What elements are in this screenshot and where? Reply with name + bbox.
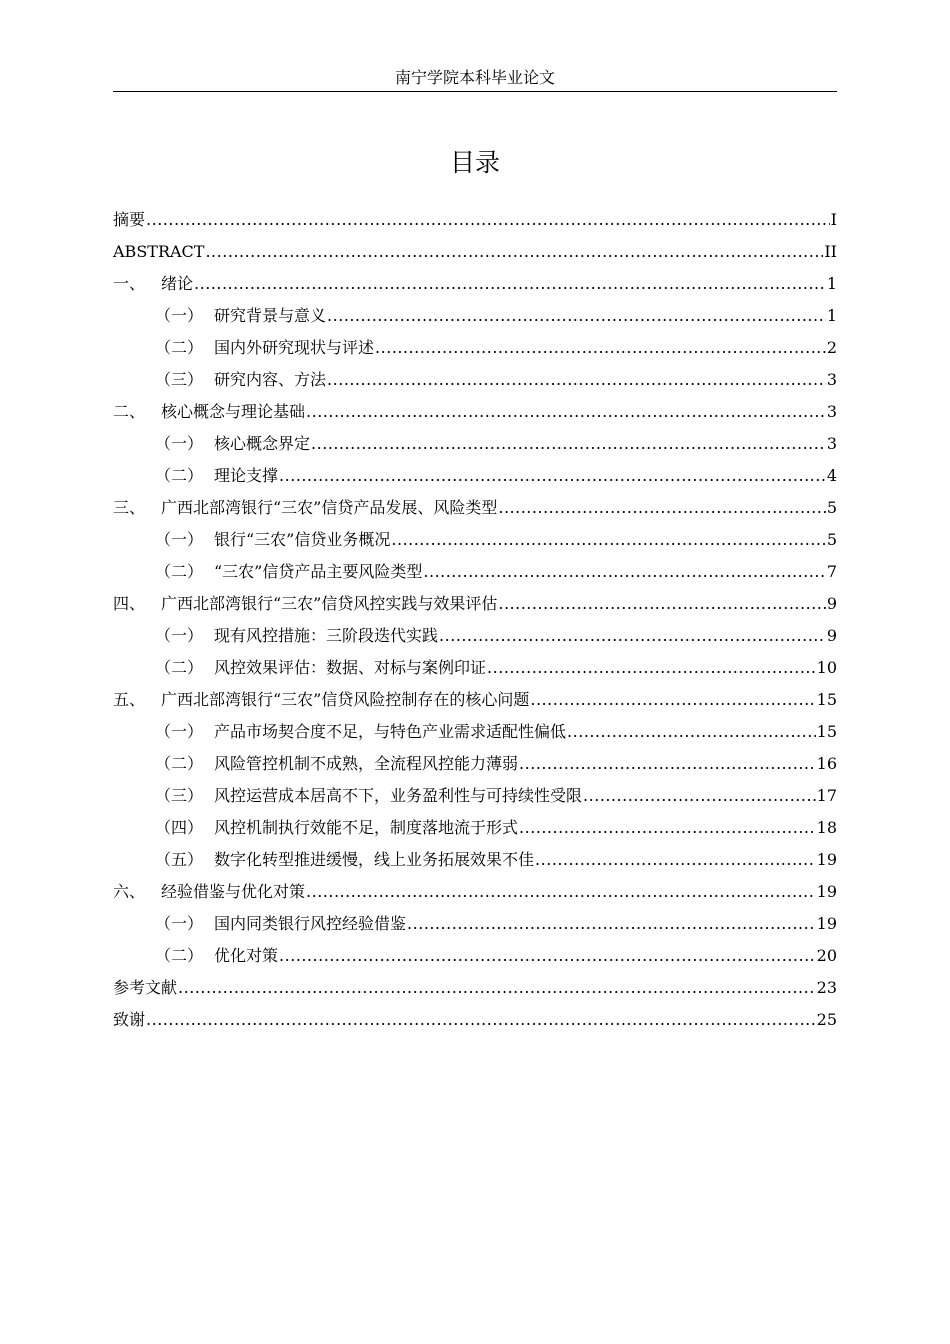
toc-entry-number: （一） bbox=[155, 530, 204, 549]
toc-entry-label: 研究内容、方法 bbox=[214, 370, 327, 389]
toc-dot-leader bbox=[311, 428, 826, 460]
toc-entry[interactable] bbox=[113, 396, 837, 428]
toc-entry-label: 核心概念与理论基础 bbox=[161, 402, 306, 421]
toc-entry[interactable] bbox=[113, 748, 837, 780]
toc-entry[interactable] bbox=[113, 300, 837, 332]
toc-dot-leader bbox=[306, 876, 816, 908]
toc-entry-number: 三、 bbox=[113, 498, 146, 517]
toc-dot-leader bbox=[439, 620, 826, 652]
toc-entry[interactable] bbox=[113, 972, 837, 1004]
toc-dot-leader bbox=[567, 716, 816, 748]
toc-entry-label: 绪论 bbox=[161, 274, 194, 293]
toc-entry[interactable] bbox=[113, 204, 837, 236]
toc-entry[interactable] bbox=[113, 684, 837, 716]
toc-entry-page-number: 10 bbox=[816, 658, 837, 677]
toc-entry-page-number: 16 bbox=[816, 754, 837, 773]
toc-entry-page-number: 23 bbox=[816, 978, 837, 997]
toc-entry-page-number: 1 bbox=[826, 306, 837, 325]
toc-entry[interactable] bbox=[113, 812, 837, 844]
toc-entry[interactable] bbox=[113, 236, 837, 268]
toc-entry-label: 风控运营成本居高不下，业务盈利性与可持续性受限 bbox=[214, 786, 583, 805]
toc-dot-leader bbox=[327, 364, 826, 396]
toc-entry[interactable] bbox=[113, 876, 837, 908]
toc-entry[interactable] bbox=[113, 652, 837, 684]
toc-entry-number: 一、 bbox=[113, 274, 146, 293]
toc-dot-leader bbox=[279, 940, 816, 972]
toc-entry-number: （二） bbox=[155, 658, 204, 677]
toc-entry-page-number: 5 bbox=[826, 530, 837, 549]
toc-entry-label: 风控机制执行效能不足，制度落地流于形式 bbox=[214, 818, 519, 837]
toc-entry-page-number: 7 bbox=[826, 562, 837, 581]
toc-entry-page-number: 3 bbox=[826, 402, 837, 421]
toc-entry-number: （一） bbox=[155, 914, 204, 933]
toc-entry-number: （二） bbox=[155, 754, 204, 773]
toc-entry-page-number: 3 bbox=[826, 434, 837, 453]
toc-dot-leader bbox=[327, 300, 826, 332]
toc-entry-page-number: 17 bbox=[816, 786, 837, 805]
toc-entry-label: 致谢 bbox=[113, 1010, 146, 1029]
toc-entry[interactable] bbox=[113, 716, 837, 748]
toc-entry-number: （三） bbox=[155, 786, 204, 805]
toc-dot-leader bbox=[194, 268, 826, 300]
toc-entry-number: （五） bbox=[155, 850, 204, 869]
toc-entry-page-number: 20 bbox=[816, 946, 837, 965]
toc-entry-page-number: 25 bbox=[816, 1010, 837, 1029]
toc-entry[interactable] bbox=[113, 524, 837, 556]
toc-entry[interactable] bbox=[113, 588, 837, 620]
toc-entry[interactable] bbox=[113, 940, 837, 972]
toc-dot-leader bbox=[535, 844, 816, 876]
toc-entry-label: 优化对策 bbox=[214, 946, 279, 965]
toc-dot-leader bbox=[530, 684, 815, 716]
toc-entry-label: 国内同类银行风控经验借鉴 bbox=[214, 914, 407, 933]
table-of-contents bbox=[113, 204, 837, 1036]
toc-dot-leader bbox=[146, 204, 830, 236]
toc-entry[interactable] bbox=[113, 364, 837, 396]
toc-entry-label: 广西北部湾银行“三农”信贷风险控制存在的核心问题 bbox=[161, 690, 530, 709]
toc-entry-page-number: 9 bbox=[826, 594, 837, 613]
toc-entry[interactable] bbox=[113, 1004, 837, 1036]
toc-dot-leader bbox=[583, 780, 816, 812]
toc-entry[interactable] bbox=[113, 268, 837, 300]
toc-dot-leader bbox=[519, 748, 816, 780]
toc-dot-leader bbox=[391, 524, 825, 556]
toc-entry-page-number: 18 bbox=[816, 818, 837, 837]
toc-entry[interactable] bbox=[113, 780, 837, 812]
toc-entry-label: 风控效果评估：数据、对标与案例印证 bbox=[214, 658, 487, 677]
toc-entry-page-number: I bbox=[830, 210, 837, 229]
running-header: 南宁学院本科毕业论文 bbox=[394, 68, 555, 87]
toc-entry[interactable] bbox=[113, 620, 837, 652]
toc-entry-number: 二、 bbox=[113, 402, 146, 421]
toc-entry-label: 风险管控机制不成熟，全流程风控能力薄弱 bbox=[214, 754, 519, 773]
toc-entry-page-number: 3 bbox=[826, 370, 837, 389]
toc-title: 目录 bbox=[449, 148, 500, 177]
toc-entry-label: 现有风控措施：三阶段迭代实践 bbox=[214, 626, 439, 645]
toc-entry-label: 理论支撑 bbox=[214, 466, 279, 485]
toc-dot-leader bbox=[487, 652, 816, 684]
toc-entry-label: 经验借鉴与优化对策 bbox=[161, 882, 306, 901]
toc-entry[interactable] bbox=[113, 844, 837, 876]
toc-entry-number: （二） bbox=[155, 466, 204, 485]
toc-entry[interactable] bbox=[113, 332, 837, 364]
toc-entry-label: 广西北部湾银行“三农”信贷产品发展、风险类型 bbox=[161, 498, 498, 517]
header-rule bbox=[113, 91, 837, 92]
toc-entry-label: 数字化转型推进缓慢，线上业务拓展效果不佳 bbox=[214, 850, 535, 869]
toc-entry-page-number: 19 bbox=[816, 882, 837, 901]
toc-entry[interactable] bbox=[113, 556, 837, 588]
toc-entry[interactable] bbox=[113, 908, 837, 940]
toc-dot-leader bbox=[519, 812, 816, 844]
toc-entry-number: （一） bbox=[155, 306, 204, 325]
toc-entry-page-number: 15 bbox=[816, 690, 837, 709]
toc-entry-number: （四） bbox=[155, 818, 204, 837]
toc-dot-leader bbox=[375, 332, 826, 364]
toc-dot-leader bbox=[306, 396, 826, 428]
toc-entry-label: “三农”信贷产品主要风险类型 bbox=[214, 562, 423, 581]
toc-entry-number: （二） bbox=[155, 338, 204, 357]
toc-entry-page-number: 2 bbox=[826, 338, 837, 357]
toc-dot-leader bbox=[146, 1004, 816, 1036]
toc-entry[interactable] bbox=[113, 492, 837, 524]
toc-entry-number: 六、 bbox=[113, 882, 146, 901]
toc-dot-leader bbox=[205, 236, 823, 268]
toc-entry-page-number: 15 bbox=[816, 722, 837, 741]
toc-dot-leader bbox=[178, 972, 816, 1004]
toc-entry-label: 国内外研究现状与评述 bbox=[214, 338, 375, 357]
toc-dot-leader bbox=[407, 908, 816, 940]
toc-entry-label: 银行“三农”信贷业务概况 bbox=[214, 530, 391, 549]
toc-entry-label: 产品市场契合度不足，与特色产业需求适配性偏低 bbox=[214, 722, 567, 741]
toc-entry-label: 研究背景与意义 bbox=[214, 306, 327, 325]
toc-entry-number: （二） bbox=[155, 562, 204, 581]
toc-entry[interactable] bbox=[113, 428, 837, 460]
toc-entry-page-number: 1 bbox=[826, 274, 837, 293]
toc-entry-page-number: 9 bbox=[826, 626, 837, 645]
toc-dot-leader bbox=[498, 588, 825, 620]
toc-entry-page-number: 19 bbox=[816, 914, 837, 933]
toc-dot-leader bbox=[498, 492, 825, 524]
toc-entry-label: ABSTRACT bbox=[113, 242, 205, 261]
toc-entry-number: （三） bbox=[155, 370, 204, 389]
toc-entry-page-number: 5 bbox=[826, 498, 837, 517]
toc-dot-leader bbox=[279, 460, 826, 492]
toc-entry-page-number: II bbox=[824, 242, 837, 261]
toc-entry-number: （一） bbox=[155, 722, 204, 741]
toc-entry-number: 四、 bbox=[113, 594, 146, 613]
toc-dot-leader bbox=[423, 556, 825, 588]
toc-entry-number: （一） bbox=[155, 626, 204, 645]
toc-entry-label: 广西北部湾银行“三农”信贷风控实践与效果评估 bbox=[161, 594, 498, 613]
toc-entry-label: 核心概念界定 bbox=[214, 434, 311, 453]
toc-entry-number: （一） bbox=[155, 434, 204, 453]
toc-entry[interactable] bbox=[113, 460, 837, 492]
toc-entry-number: 五、 bbox=[113, 690, 146, 709]
toc-entry-page-number: 4 bbox=[826, 466, 837, 485]
toc-entry-label: 参考文献 bbox=[113, 978, 178, 997]
toc-entry-label: 摘要 bbox=[113, 210, 146, 229]
toc-entry-page-number: 19 bbox=[816, 850, 837, 869]
toc-entry-number: （二） bbox=[155, 946, 204, 965]
